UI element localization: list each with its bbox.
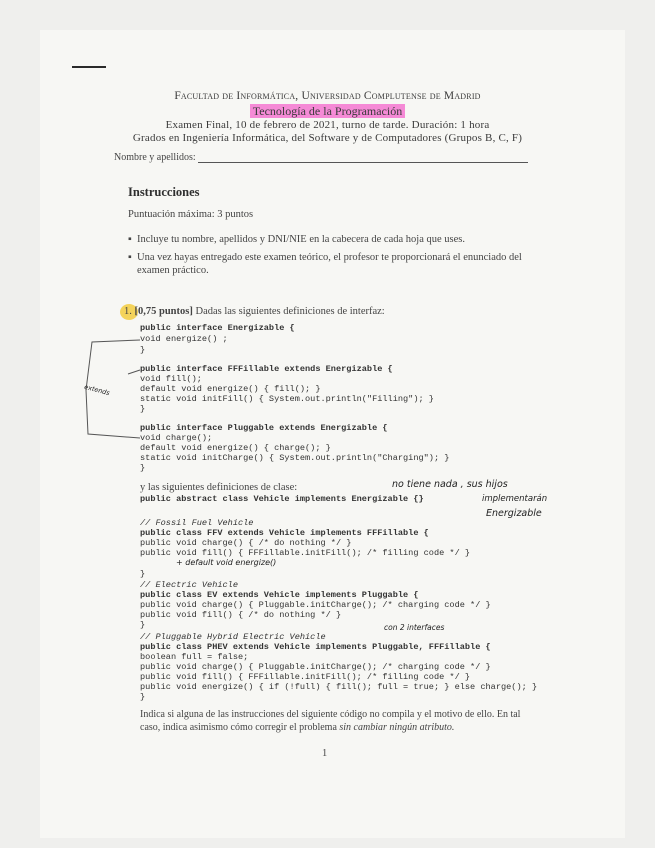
handwritten-note: con 2 interfaces [384,623,445,632]
name-line [198,162,528,163]
margin-dash [72,66,106,68]
bullet-2-cont: examen práctico. [137,265,209,276]
task-line: Indica si alguna de las instrucciones del siguiente código no compila y el motivo de ello. En tal [140,709,521,720]
faculty-heading: Facultad de Informática, Universidad Complutense de Madrid [174,90,481,102]
code-line: default void energize() { charge(); } [140,443,331,453]
code-line: public void energize() { if (!full) { fill(); full = true; } else charge(); } [140,682,538,692]
code-line: public void charge() { Pluggable.initCharge(); /* charging code */ } [140,662,491,672]
course-title: Tecnología de la Programación [250,104,405,118]
code-line: void charge(); [140,433,213,443]
class-intro: y las siguientes definiciones de clase: [140,482,298,493]
code-line: public void fill() { FFFillable.initFill(); /* filling code */ } [140,672,471,682]
code-line: } [140,692,146,702]
code-line: } [140,620,146,630]
bullet-1: ▪ Incluye tu nombre, apellidos y DNI/NIE en la cabecera de cada hoja que uses. [128,234,465,245]
code-comment: // Pluggable Hybrid Electric Vehicle [140,632,326,642]
code-line: } [140,404,146,414]
instructions-title: Instrucciones [128,185,200,199]
degrees-line: Grados en Ingeniería Informática, del Software y de Computadores (Grupos B, C, F) [132,132,523,144]
page-number: 1 [322,748,328,759]
code-line: public class EV extends Vehicle implements Pluggable { [140,590,419,600]
code-comment: // Electric Vehicle [140,580,238,590]
code-line: public void charge() { Pluggable.initCharge(); /* charging code */ } [140,600,491,610]
code-comment: // Fossil Fuel Vehicle [140,518,254,528]
margin-note: extends [83,382,111,398]
code-line: } [140,569,146,579]
code-line: boolean full = false; [140,652,249,662]
handwritten-note: Energizable [486,508,542,519]
code-line: } [140,345,146,355]
name-label: Nombre y apellidos: [114,152,196,163]
handwritten-note: + default void energize() [176,558,277,567]
handwritten-bracket [78,330,150,460]
code-line: public interface Energizable { [140,323,295,333]
code-line: default void energize() { fill(); } [140,384,321,394]
code-line: public void fill() { /* do nothing */ } [140,610,342,620]
handwritten-note: no tiene nada , sus hijos [392,479,508,490]
code-line: public interface FFFillable extends Energizable { [140,364,393,374]
task-line: caso, indica asimismo cómo corregir el problema sin cambiar ningún atributo. [140,722,455,733]
code-line: public void fill() { FFFillable.initFill(); /* filling code */ } [140,548,471,558]
code-line: void energize() ; [140,334,228,344]
code-line: public class PHEV extends Vehicle implements Pluggable, FFFillable { [140,642,491,652]
code-line: public void charge() { /* do nothing */ } [140,538,352,548]
bullet-2: ▪ Una vez hayas entregado este examen teórico, el profesor te proporcionará el enunciado del [128,252,522,263]
code-line: public interface Pluggable extends Energizable { [140,423,388,433]
handwritten-note: implementarán [482,494,548,504]
course-title-row [0,104,655,119]
code-line: void fill(); [140,374,202,384]
code-line: public class FFV extends Vehicle implements FFFillable { [140,528,429,538]
code-line: static void initFill() { System.out.println("Filling"); } [140,394,434,404]
question-header: 1. [0,75 puntos] Dadas las siguientes definiciones de interfaz: [124,306,385,317]
score-text: Puntuación máxima: 3 puntos [128,209,254,220]
exam-line: Examen Final, 10 de febrero de 2021, turno de tarde. Duración: 1 hora [165,119,490,131]
code-line: } [140,463,146,473]
code-line: public abstract class Vehicle implements Energizable {} [140,494,424,504]
code-line: static void initCharge() { System.out.println("Charging"); } [140,453,450,463]
